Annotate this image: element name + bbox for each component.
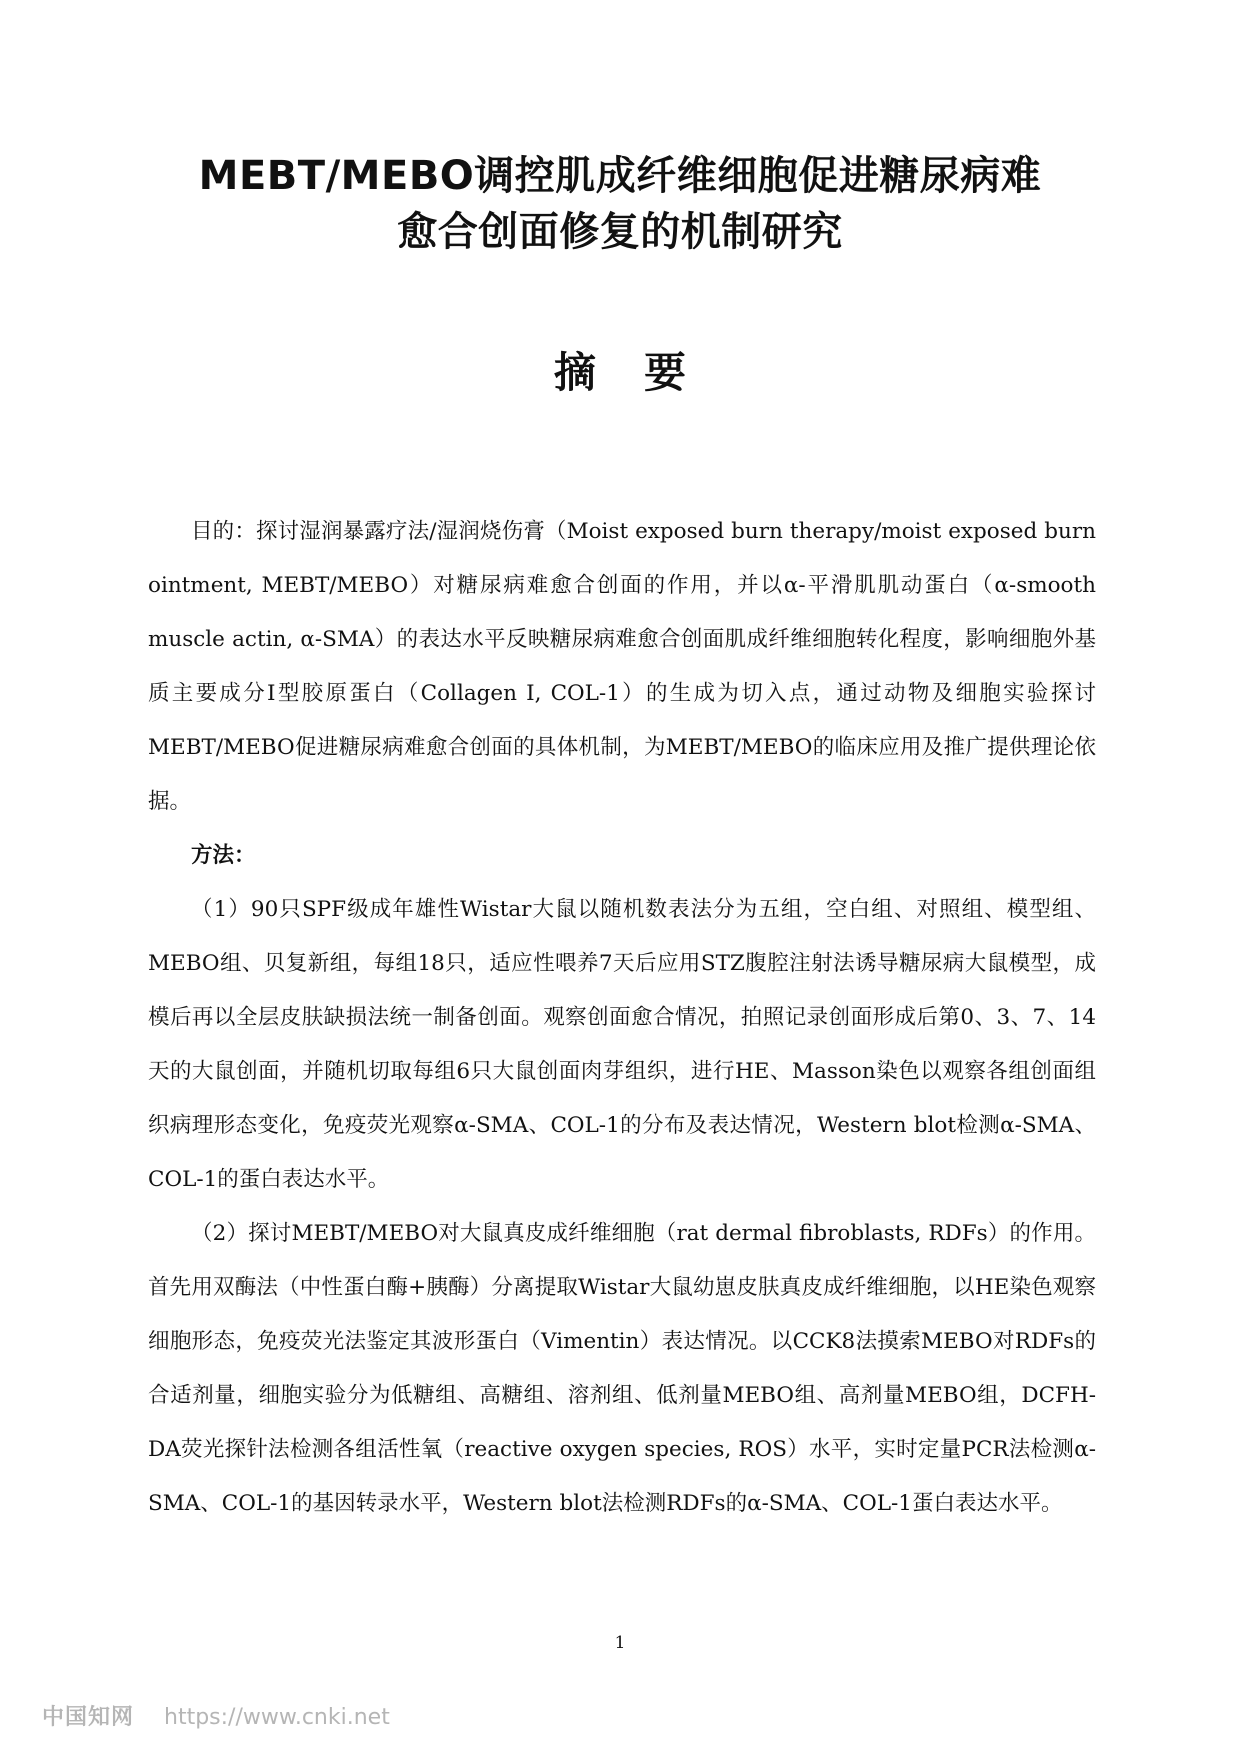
abstract-heading-char-2: 要 xyxy=(644,348,687,397)
method-heading-paragraph xyxy=(148,829,1096,883)
cnki-watermark xyxy=(42,1704,390,1732)
title-line-1: MEBT/MEBO调控肌成纤维细胞促进糖尿病难 xyxy=(198,153,1042,199)
purpose-text: 探讨湿润暴露疗法/湿润烧伤膏（Moist exposed burn therapy/moist exposed burn ointment, MEBT/MEBO）对糖尿病难愈合创面的作用，并以α-平滑肌肌动蛋白（α-smooth muscle actin, α-SMA）的表达水平反映糖尿病难愈合创面肌成纤维细胞转化程度，影响细胞外基质主要成分Ⅰ型胶原蛋白（Collagen I, COL-1）的生成为切入点，通过动物及细胞实验探讨MEBT/MEBO促进糖尿病难愈合创面的具体机制，为MEBT/MEBO的临床应用及推广提供理论依据。 xyxy=(148,519,1096,814)
method-paragraph-1: （1）90只SPF级成年雄性Wistar大鼠以随机数表法分为五组，空白组、对照组、模型组、MEBO组、贝复新组，每组18只，适应性喂养7天后应用STZ腹腔注射法诱导糖尿病大鼠模型，成模后再以全层皮肤缺损法统一制备创面。观察创面愈合情况，拍照记录创面形成后第0、3、7、14天的大鼠创面，并随机切取每组6只大鼠创面肉芽组织，进行HE、Masson染色以观察各组创面组织病理形态变化，免疫荧光观察α-SMA、COL-1的分布及表达情况，Western blot检测α-SMA、COL-1的蛋白表达水平。 xyxy=(148,897,1096,1192)
watermark-brand: 中国知网 xyxy=(42,1705,135,1730)
abstract-heading xyxy=(120,345,1120,401)
document-title xyxy=(120,148,1120,260)
abstract-heading-char-1: 摘 xyxy=(553,348,596,397)
method-label: 方法： xyxy=(191,843,256,868)
purpose-paragraph xyxy=(148,505,1096,829)
abstract-body xyxy=(148,505,1096,1531)
watermark-url: https://www.cnki.net xyxy=(164,1705,390,1730)
purpose-label: 目的： xyxy=(191,519,256,544)
method-paragraph-2: （2）探讨MEBT/MEBO对大鼠真皮成纤维细胞（rat dermal fibroblasts, RDFs）的作用。首先用双酶法（中性蛋白酶+胰酶）分离提取Wistar大鼠幼崽皮肤真皮成纤维细胞，以HE染色观察细胞形态，免疫荧光法鉴定其波形蛋白（Vimentin）表达情况。以CCK8法摸索MEBO对RDFs的合适剂量，细胞实验分为低糖组、高糖组、溶剂组、低剂量MEBO组、高剂量MEBO组，DCFH-DA荧光探针法检测各组活性氧（reactive oxygen species, ROS）水平，实时定量PCR法检测α-SMA、COL-1的基因转录水平，Western blot法检测RDFs的α-SMA、COL-1蛋白表达水平。 xyxy=(148,1221,1096,1516)
title-line-2: 愈合创面修复的机制研究 xyxy=(397,209,843,255)
page-number: 1 xyxy=(614,1633,626,1653)
